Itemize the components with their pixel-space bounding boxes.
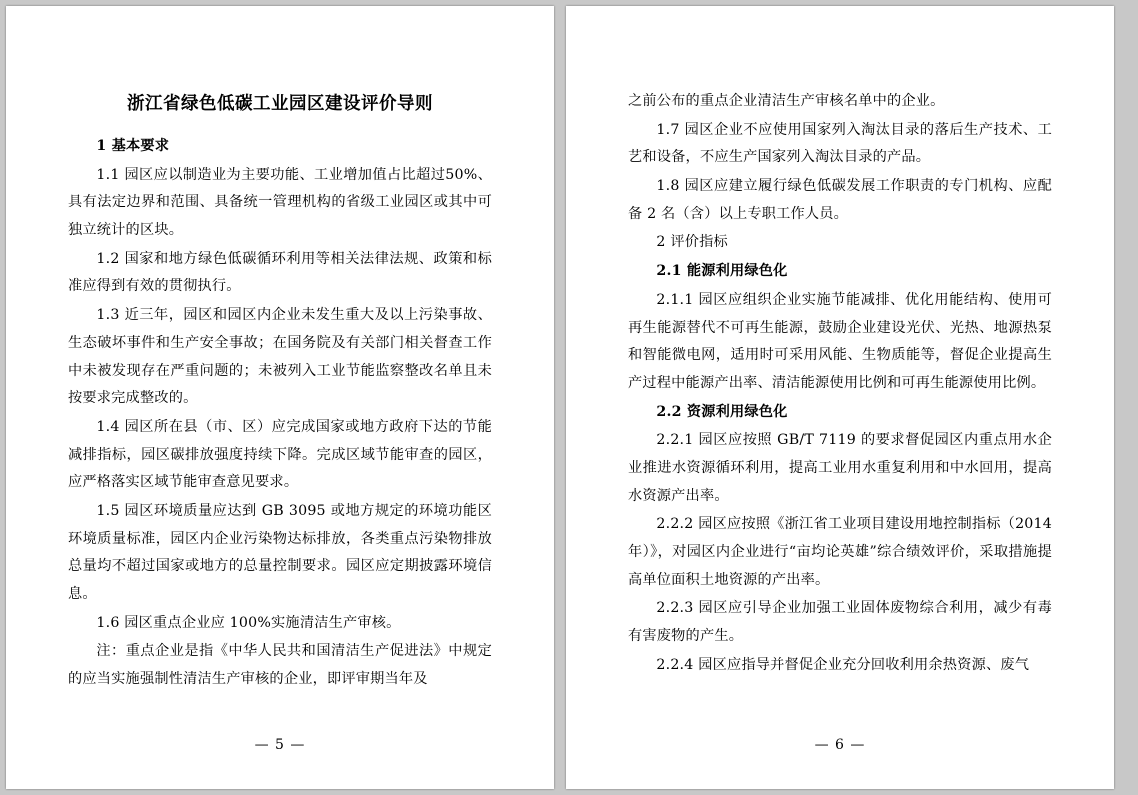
- paragraph: 之前公布的重点企业清洁生产审核名单中的企业。: [628, 93, 945, 109]
- page-content-right: [566, 6, 1114, 789]
- document-page-right: [566, 6, 1114, 789]
- paragraph: 1.4 园区所在县（市、区）应完成国家或地方政府下达的节能减排指标，园区碳排放强度持续下降。完成区域节能审查的园区，应严格落实区域节能审查意见要求。: [68, 418, 492, 491]
- paragraph: 2.1.1 园区应组织企业实施节能减排、优化用能结构、使用可再生能源替代不可再生能源，鼓励企业建设光伏、光热、地源热泵和智能微电网，适用时可采用风能、生物质能等，督促企业提高生产过程中能源产出率、清洁能源使用比例和可再生能源使用比例。: [628, 291, 1052, 391]
- paragraph: 1 基本要求: [96, 138, 170, 154]
- page-number: — 5 —: [254, 737, 306, 753]
- section-heading: 2.1 能源利用绿色化: [656, 263, 788, 280]
- paragraph: 1.1 园区应以制造业为主要功能、工业增加值占比超过50%、具有法定边界和范围、具备统一管理机构的省级工业园区或其中可独立统计的区块。: [68, 166, 492, 239]
- page-number: — 6 —: [814, 737, 866, 753]
- document-page-left: [6, 6, 554, 789]
- paragraph: 2 评价指标: [656, 234, 728, 251]
- paragraph: 2.2.3 园区应引导企业加强工业固体废物综合利用，减少有毒有害废物的产生。: [628, 600, 1052, 645]
- paragraph: 2.2.2 园区应按照《浙江省工业项目建设用地控制指标（2014 年）》，对园区内企业进行“亩均论英雄”综合绩效评价，采取措施提高单位面积土地资源的产出率。: [628, 516, 1052, 588]
- page-title: 浙江省绿色低碳工业园区建设评价导则: [127, 94, 433, 114]
- paragraph-note: 注：重点企业是指《中华人民共和国清洁生产促进法》中规定的应当实施强制性清洁生产审核的企业，即评审期当年及: [68, 643, 492, 688]
- paragraph: 2.2.4 园区应指导并督促企业充分回收利用余热资源、废气: [656, 656, 1030, 673]
- section-heading: 2.2 资源利用绿色化: [656, 403, 788, 420]
- paragraph: 1.2 国家和地方绿色低碳循环利用等相关法律法规、政策和标准应得到有效的贯彻执行。: [68, 250, 492, 295]
- paragraph: 1.5 园区环境质量应达到 GB 3095 或地方规定的环境功能区环境质量标准，园区内企业污染物达标排放，各类重点污染物排放总量均不超过国家或地方的总量控制要求。园区应定期披露环境信息。: [68, 502, 492, 602]
- paragraph: 1.3 近三年，园区和园区内企业未发生重大及以上污染事故、生态破坏事件和生产安全事故；在国务院及有关部门相关督查工作中未被发现存在严重问题的；未被列入工业节能监察整改名单且未按要求完成整改的。: [68, 307, 492, 407]
- page-content-left: [6, 6, 554, 789]
- paragraph: 1.6 园区重点企业应 100%实施清洁生产审核。: [96, 614, 401, 631]
- paragraph: 1.8 园区应建立履行绿色低碳发展工作职责的专门机构、应配备 2 名（含）以上专职工作人员。: [628, 178, 1052, 222]
- paragraph: 2.2.1 园区应按照 GB/T 7119 的要求督促园区内重点用水企业推进水资源循环利用，提高工业用水重复利用和中水回用，提高水资源产出率。: [628, 432, 1052, 504]
- paragraph: 1.7 园区企业不应使用国家列入淘汰目录的落后生产技术、工艺和设备，不应生产国家列入淘汰目录的产品。: [628, 121, 1052, 166]
- page-top-spacer: [628, 68, 1052, 88]
